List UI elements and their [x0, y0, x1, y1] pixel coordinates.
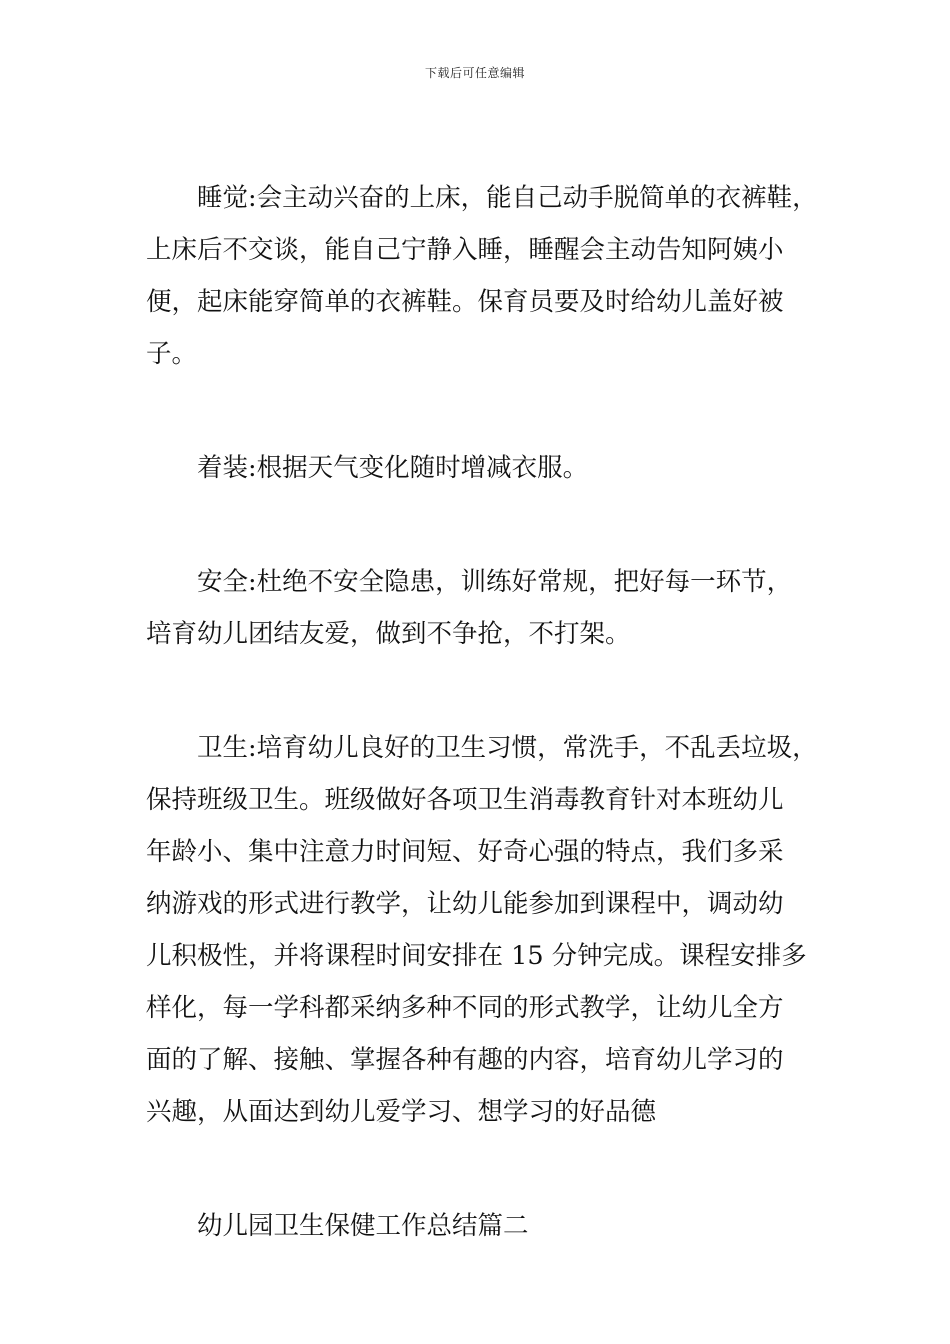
text-line: 便，起床能穿简单的衣裤鞋。保育员要及时给幼儿盖好被	[146, 287, 784, 317]
page-header: 下载后可任意编辑	[424, 66, 525, 80]
paragraph-gap	[146, 1138, 836, 1200]
text-line: 培育幼儿团结友爱，做到不争抢，不打架。	[146, 619, 631, 649]
text-line: 安全:杜绝不安全隐患，训练好常规，把好每一环节，	[197, 567, 793, 597]
paragraph-gap	[146, 660, 836, 722]
paragraph-gap	[146, 380, 836, 442]
paragraph-safety	[146, 556, 836, 660]
text-line: 面的了解、接触、掌握各种有趣的内容，培育幼儿学习的	[146, 1045, 784, 1075]
paragraph-sleep	[146, 172, 836, 380]
text-line: 上床后不交谈，能自己宁静入睡，睡醒会主动告知阿姨小	[146, 235, 784, 265]
paragraph-hygiene	[146, 722, 836, 1138]
text-line: 兴趣，从面达到幼儿爱学习、想学习的好品德	[146, 1097, 657, 1127]
text-line: 卫生:培育幼儿良好的卫生习惯，常洗手，不乱丢垃圾，	[197, 733, 818, 763]
section-heading	[146, 1200, 836, 1252]
paragraph-gap	[146, 494, 836, 556]
text-line: 着装:根据天气变化随时增减衣服。	[197, 453, 589, 483]
text-line: 样化，每一学科都采纳多种不同的形式教学，让幼儿全方	[146, 993, 784, 1023]
text-line: 睡觉:会主动兴奋的上床，能自己动手脱简单的衣裤鞋，	[197, 183, 818, 213]
text-line: 儿积极性，并将课程时间安排在 15 分钟完成。课程安排多	[146, 941, 807, 971]
text-line: 年龄小、集中注意力时间短、好奇心强的特点，我们多采	[146, 837, 784, 867]
section-title: 幼儿园卫生保健工作总结篇二	[197, 1211, 529, 1241]
text-line: 纳游戏的形式进行教学，让幼儿能参加到课程中，调动幼	[146, 889, 784, 919]
document-body	[146, 172, 836, 1252]
paragraph-clothing	[146, 442, 836, 494]
text-line: 子。	[146, 339, 198, 369]
text-line: 保持班级卫生。班级做好各项卫生消毒教育针对本班幼儿	[146, 785, 784, 815]
